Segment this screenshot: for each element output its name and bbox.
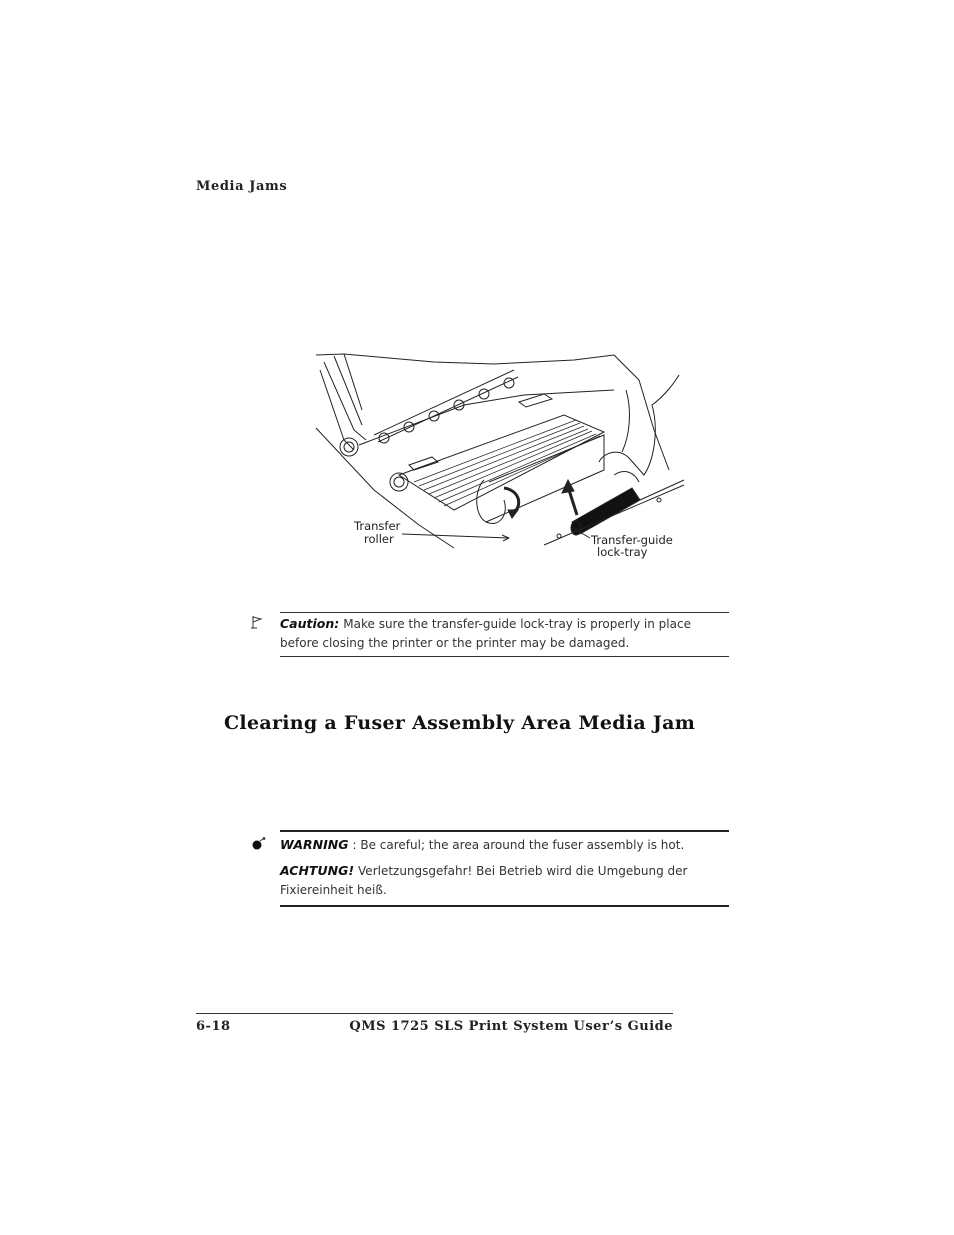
warning-text: : Be careful; the area around the fuser assembly is hot.: [352, 838, 685, 852]
caution-text: Make sure the transfer-guide lock-tray is properly in place before closing the printer or the printer may be damaged.: [280, 617, 691, 650]
warning-label: WARNING: [280, 837, 349, 852]
bomb-icon: [251, 837, 269, 851]
caution-flag-icon: [250, 615, 264, 629]
caution-label: Caution:: [280, 616, 340, 631]
lock-tray-label: Transfer-guide: [591, 533, 673, 547]
transfer-roller-label: Transfer: [354, 519, 401, 533]
caution-note: [280, 612, 729, 657]
printer-illustration: [314, 350, 686, 560]
lock-tray-label-2: lock-tray: [597, 545, 648, 559]
warning-note: [280, 830, 729, 907]
transfer-roller-label-2: roller: [364, 532, 394, 546]
achtung-text: Verletzungsgefahr! Bei Betrieb wird die Umgebung der Fixiereinheit heiß.: [280, 864, 688, 897]
section-title: Clearing a Fuser Assembly Area Media Jam: [224, 712, 696, 734]
book-title: QMS 1725 SLS Print System User’s Guide: [349, 1019, 673, 1034]
page-number: 6-18: [196, 1019, 231, 1034]
achtung-label: ACHTUNG!: [280, 863, 355, 878]
footer-rule: [196, 1013, 673, 1014]
warning-german: [280, 861, 729, 900]
printer-drawing: [314, 350, 686, 560]
running-head: Media Jams: [196, 179, 288, 194]
warning-english: [280, 835, 729, 855]
